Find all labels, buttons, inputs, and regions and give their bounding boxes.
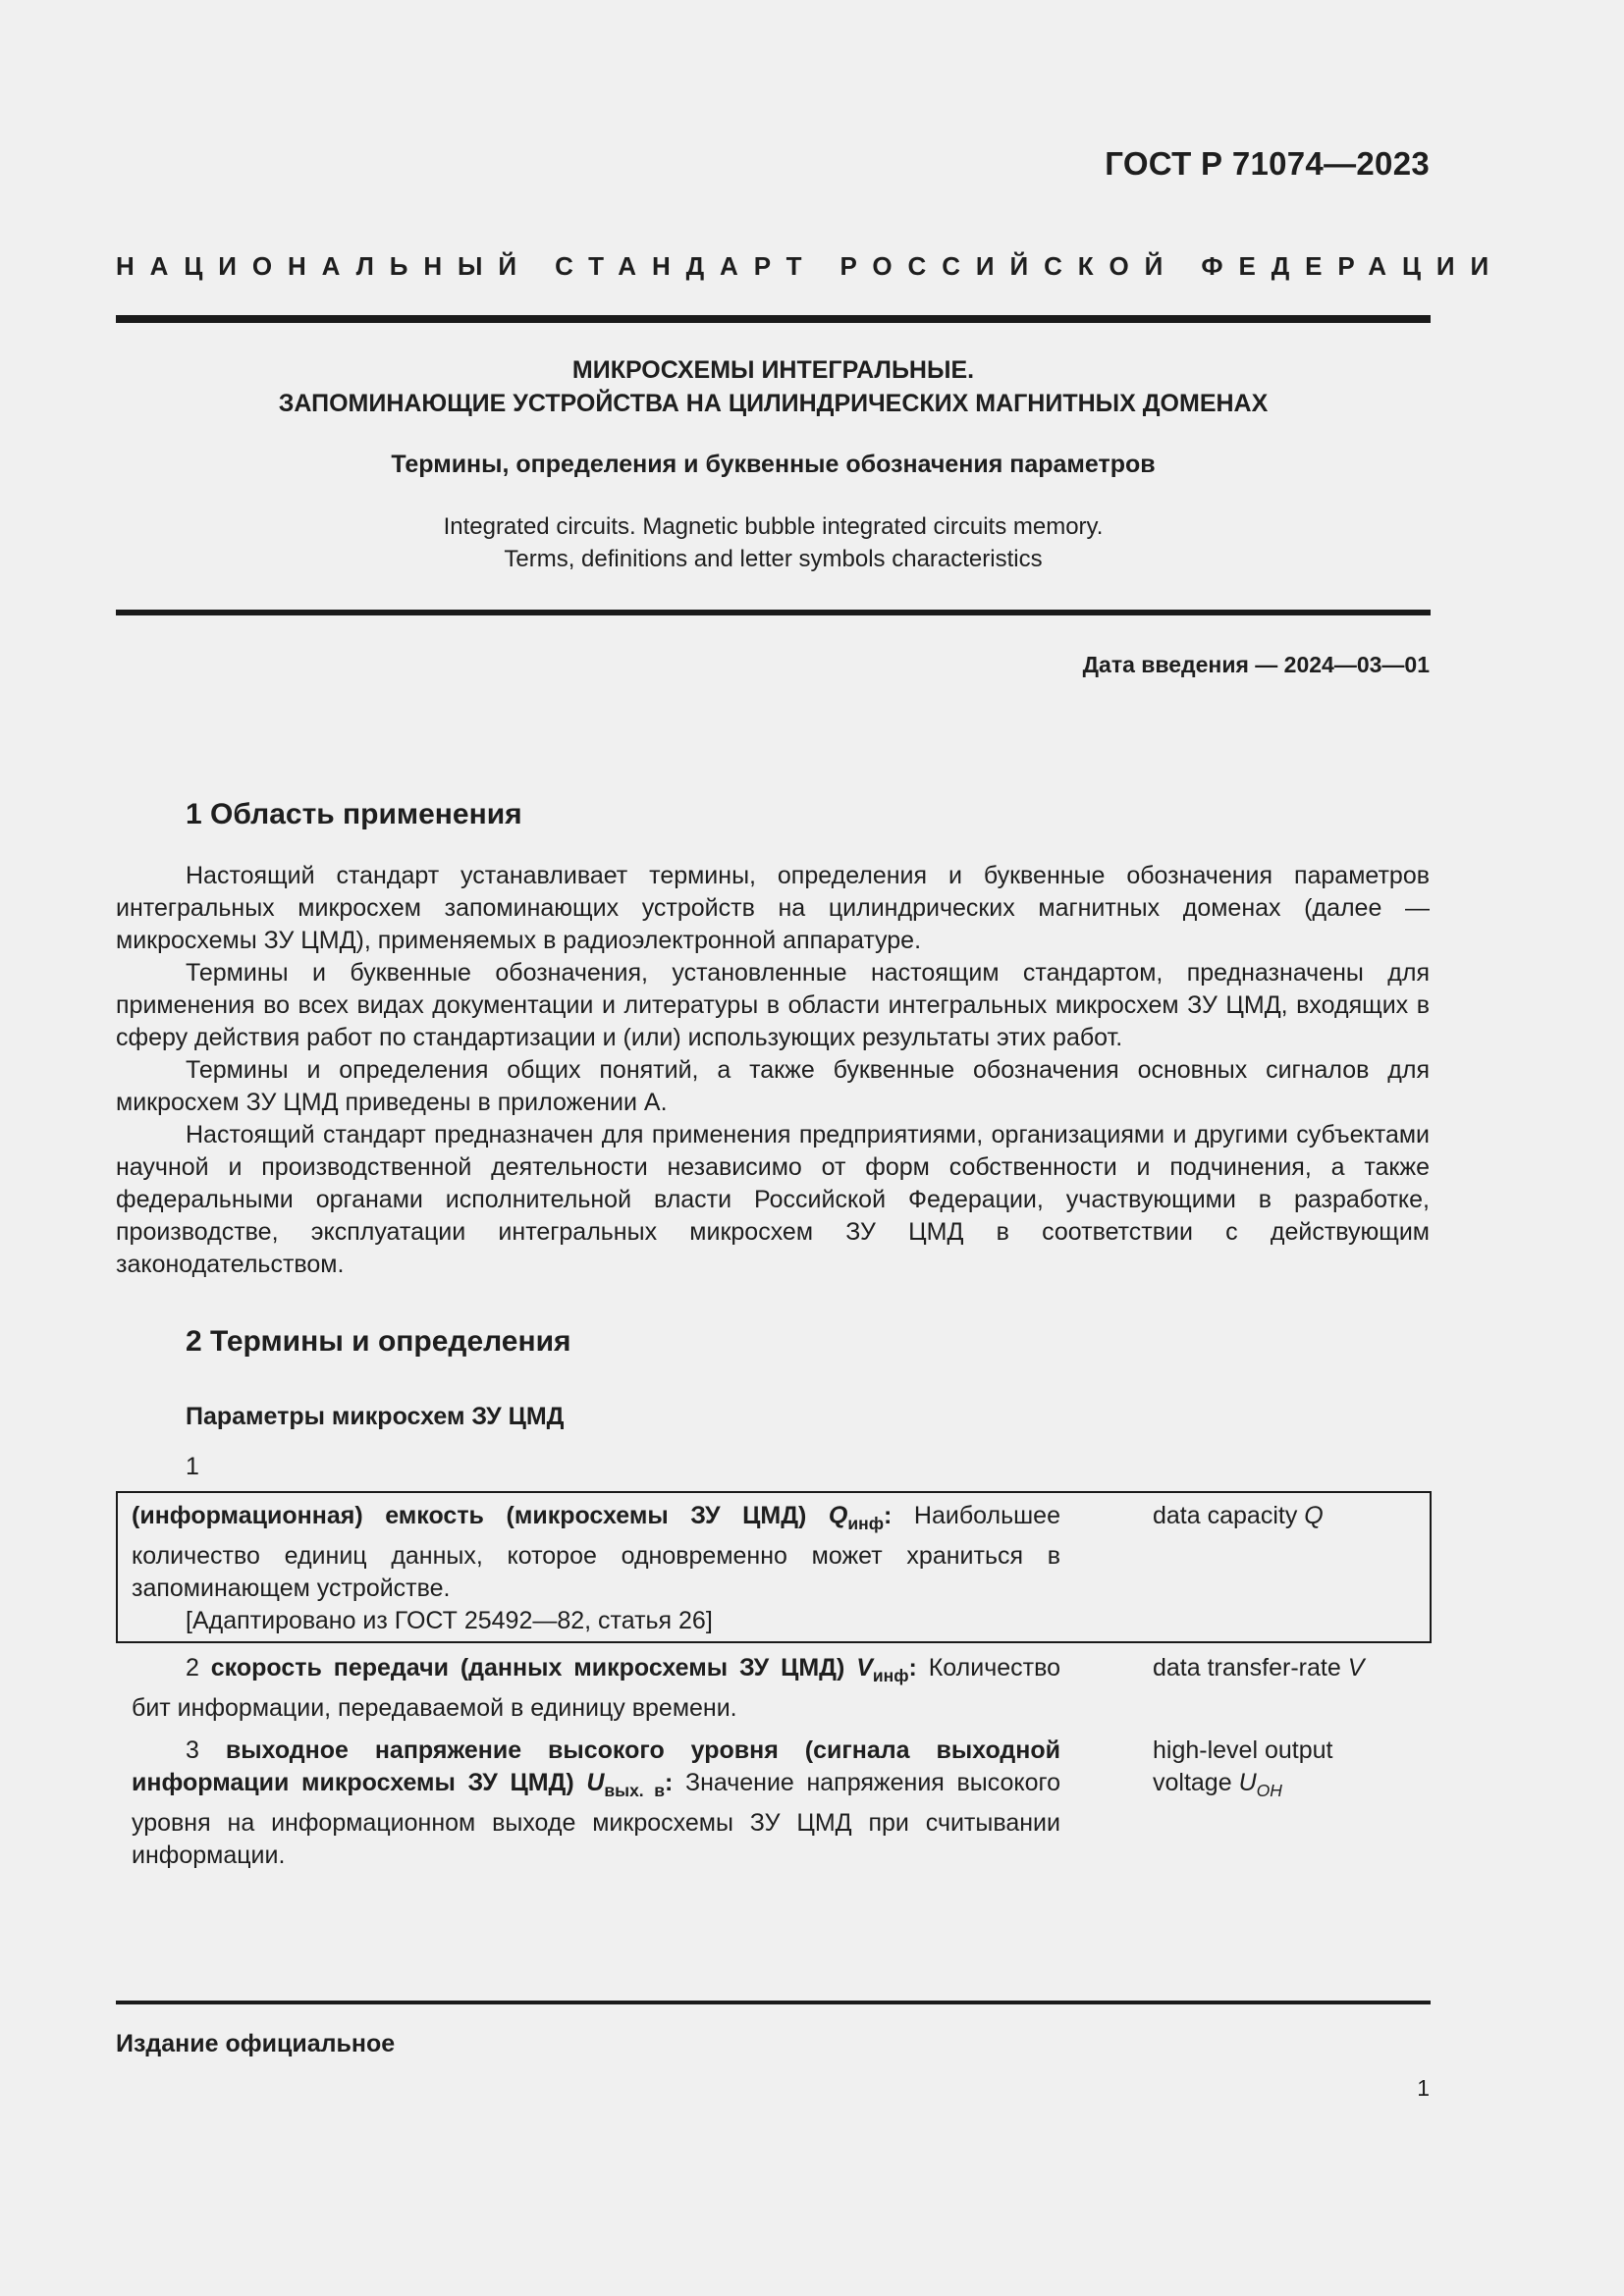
term-3-english: [1153, 1735, 1418, 1807]
section-1-paragraph: Настоящий стандарт предназначен для применения предприятиями, организациями и другими субъектами научной и производственной деятельности независимо от форм собственности и подчинения, а также федеральными органами исполнительной власти Российской Федерации, участвующими в разработке, производстве, эксплуатации интегральных микросхем ЗУ ЦМД в соответствии с действующим законодательством.: [116, 1121, 1430, 1278]
term-3-entry: 3 выходное напряжение высокого уровня (сигнала выходной информации микросхемы ЗУ ЦМД) $U_{вых. в}$: Значение напряжения высокого уровня на информационном выходе микросхемы ЗУ ЦМД при считывании информации.: [132, 1736, 1061, 1869]
english-title-line-2: Terms, definitions and letter symbols characteristics: [504, 546, 1043, 572]
term-1-entry: (информационная) емкость (микросхемы ЗУ ЦМД) $Q_{инф}$: Наибольшее количество единиц данных, которое одновременно может храниться в запоминающем устройстве. [Адаптировано из ГОСТ 25492—82, статья 26]: [132, 1500, 1060, 1637]
section-1-heading: 1 Область применения: [186, 798, 522, 830]
term-2-symbol: V: [856, 1654, 873, 1682]
term-3-en-term-line-1: high-level output: [1153, 1736, 1333, 1764]
term-1-symbol-sub: инф: [847, 1514, 884, 1533]
term-3-definition: Значение напряжения высокого уровня на информационном выходе микросхемы ЗУ ЦМД при считывании информации.: [132, 1769, 1060, 1869]
term-2-definition: Количество бит информации, передаваемой в единицу времени.: [132, 1654, 1060, 1722]
document-subtitle: Термины, определения и буквенные обозначения параметров: [391, 451, 1156, 478]
term-3-en-symbol: U: [1238, 1769, 1257, 1796]
english-title: [116, 510, 1431, 575]
section-2-heading: 2 Термины и определения: [186, 1325, 571, 1358]
term-1-en-symbol: Q: [1304, 1502, 1324, 1529]
term-1-symbol: Q: [828, 1502, 848, 1529]
section-2-subheading: Параметры микросхем ЗУ ЦМД: [186, 1403, 565, 1430]
term-3-term: выходное напряжение высокого уровня (сигнала выходной информации микросхемы ЗУ ЦМД): [132, 1736, 1061, 1796]
term-2-number: 2: [186, 1654, 199, 1682]
english-title-line-1: Integrated circuits. Magnetic bubble integrated circuits memory.: [443, 513, 1104, 540]
title-bottom-rule: [116, 610, 1431, 615]
term-3-en-symbol-sub: OH: [1256, 1781, 1282, 1800]
term-2-term: скорость передачи (данных микросхемы ЗУ ЦМД): [210, 1654, 845, 1682]
term-3-symbol-sub: вых. в: [604, 1781, 665, 1800]
edition-label: Издание официальное: [116, 2030, 396, 2057]
term-2-en-symbol: V: [1347, 1654, 1365, 1682]
term-1-definition: Наибольшее количество единиц данных, которое одновременно может храниться в запоминающем устройстве.: [132, 1502, 1060, 1602]
title-line-1: МИКРОСХЕМЫ ИНТЕГРАЛЬНЫЕ.: [571, 356, 975, 384]
term-2-en-term: data transfer-rate: [1153, 1654, 1341, 1682]
title-line-2: ЗАПОМИНАЮЩИЕ УСТРОЙСТВА НА ЦИЛИНДРИЧЕСКИХ МАГНИТНЫХ ДОМЕНАХ: [278, 390, 1269, 417]
section-1-paragraph: Термины и буквенные обозначения, установленные настоящим стандартом, предназначены для применения во всех видах документации и литературы в области интегральных микросхем ЗУ ЦМД, входящих в сферу действия работ по стандартизации и (или) использующих результаты этих работ.: [116, 959, 1430, 1051]
term-2-english: [1153, 1652, 1418, 1684]
top-rule: [116, 315, 1431, 323]
page-number: 1: [1417, 2075, 1430, 2101]
term-1-number: 1: [186, 1453, 199, 1480]
footer-rule: [116, 2001, 1431, 2004]
term-3-number: 3: [186, 1736, 199, 1764]
term-1-term: (информационная) емкость (микросхемы ЗУ ЦМД): [132, 1502, 807, 1529]
term-1-english: [1153, 1500, 1418, 1532]
introduction-date: Дата введения — 2024—03—01: [1082, 652, 1430, 677]
term-1-en-term: data capacity: [1153, 1502, 1298, 1529]
section-1-paragraph: Настоящий стандарт устанавливает термины, определения и буквенные обозначения параметров интегральных микросхем запоминающих устройств на цилиндрических магнитных доменах (далее — микросхемы ЗУ ЦМД), применяемых в радиоэлектронной аппаратуре.: [116, 862, 1430, 954]
document-title: [116, 353, 1431, 420]
document-code: ГОСТ Р 71074—2023: [1105, 145, 1430, 182]
national-standard-banner: НАЦИОНАЛЬНЫЙ СТАНДАРТ РОССИЙСКОЙ ФЕДЕРАЦИИ: [116, 251, 1505, 281]
term-3-en-term-line-2: voltage: [1153, 1769, 1232, 1796]
term-1-note: [Адаптировано из ГОСТ 25492—82, статья 26]: [186, 1607, 713, 1634]
section-1-body: [116, 860, 1430, 1281]
section-1-paragraph: Термины и определения общих понятий, а также буквенные обозначения основных сигналов для микросхем ЗУ ЦМД приведены в приложении А.: [116, 1056, 1430, 1116]
term-2-entry: 2 скорость передачи (данных микросхемы ЗУ ЦМД) $V_{инф}$: Количество бит информации, передаваемой в единицу времени.: [132, 1654, 1060, 1722]
term-3-symbol: U: [586, 1769, 605, 1796]
term-2-symbol-sub: инф: [872, 1666, 909, 1685]
